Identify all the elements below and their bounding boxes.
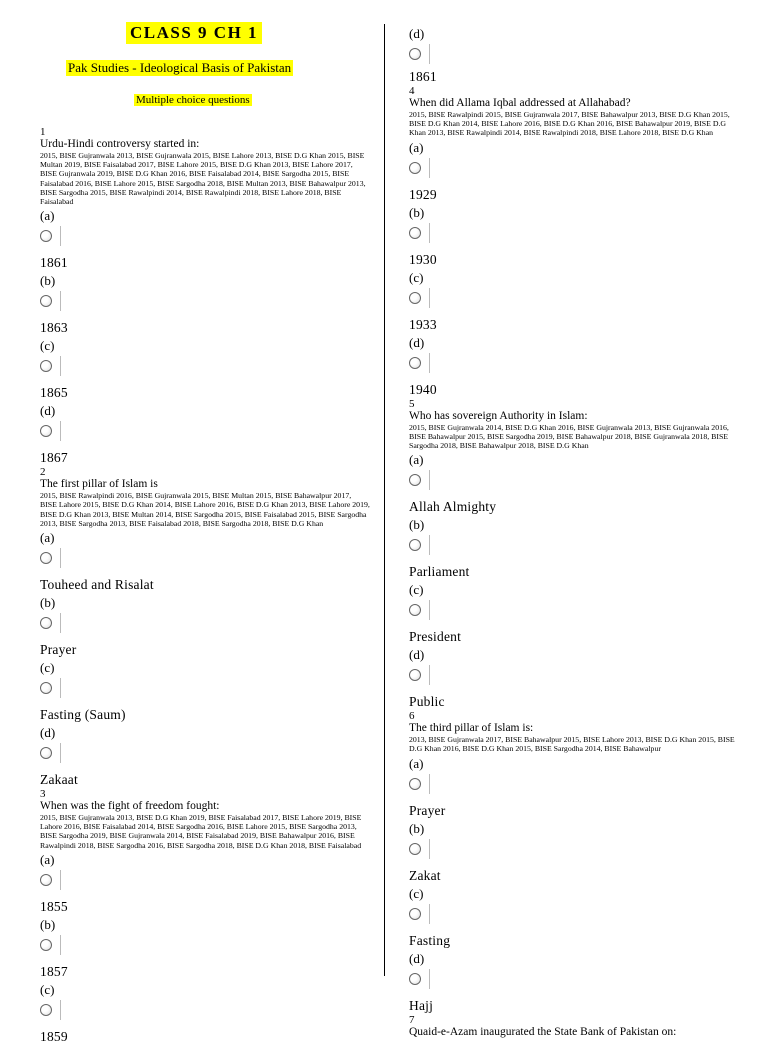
option-label: (b)	[40, 273, 56, 289]
question-sources: 2015, BISE Gujranwala 2014, BISE D.G Khan 2016, BISE Gujranwala 2013, BISE Gujranwala 2016, BISE Bahawalpur 2015, BISE Sargodha 2019, BISE Bahawalpur 2018, BISE Gujranwala 2018, BISE Sargodha 2018, BISE Bahawalpur 2018, BISE D.G Khan	[409, 422, 729, 451]
option-radio-row[interactable]	[409, 352, 739, 374]
option-value: 1861	[40, 255, 68, 271]
option-value: 1933	[409, 316, 437, 332]
option-value: 1930	[409, 251, 437, 267]
question-text: When did Allama Iqbal addressed at Allahabad?	[409, 97, 631, 109]
option-value: Fasting (Saum)	[40, 707, 126, 723]
section-heading: Multiple choice questions	[136, 94, 250, 106]
option-label: (b)	[40, 595, 56, 611]
radio-button-icon[interactable]	[409, 539, 421, 551]
radio-button-icon[interactable]	[40, 874, 52, 886]
option-value: Allah Almighty	[409, 499, 497, 515]
separator-bar	[429, 774, 430, 794]
separator-bar	[429, 665, 430, 685]
separator-bar	[60, 291, 61, 311]
option-value: 1867	[40, 450, 68, 466]
separator-bar	[429, 158, 430, 178]
option-label: (a)	[409, 452, 424, 468]
option-radio-row[interactable]	[40, 290, 370, 312]
option-label: (c)	[40, 660, 55, 676]
separator-bar	[60, 1000, 61, 1020]
option-label: (b)	[409, 204, 425, 220]
radio-button-icon[interactable]	[409, 908, 421, 920]
separator-bar	[429, 288, 430, 308]
option-radio-row[interactable]	[40, 225, 370, 247]
option-radio-row[interactable]	[40, 869, 370, 891]
option-radio-row[interactable]	[409, 664, 739, 686]
radio-button-icon[interactable]	[40, 360, 52, 372]
right-questions	[409, 85, 739, 1038]
option-radio-row[interactable]	[40, 742, 370, 764]
option-radio-row[interactable]	[409, 157, 739, 179]
option-label: (d)	[409, 334, 425, 350]
separator-bar	[60, 678, 61, 698]
option-label: (d)	[409, 647, 425, 663]
option-radio-row[interactable]	[40, 999, 370, 1021]
option-value: Prayer	[409, 802, 446, 818]
question-sources: 2015, BISE Gujranwala 2013, BISE Gujranwala 2015, BISE Lahore 2013, BISE D.G Khan 2015, BISE Multan 2019, BISE Faisalabad 2017, BISE Lahore 2015, BISE D.G Khan 2013, BISE Lahore 2017, BISE Gujranwala 2019, BISE D.G Khan 2016, BISE Faisalabad 2014, BISE Sargodha 2015, BISE Faisalabad 2016, BISE Lahore 2015, BISE Sargodha 2018, BISE Multan 2013, BISE Bahawalpur 2013, BISE Sargodha 2015, BISE Rawalpindi 2014, BISE Rawalpindi 2018, BISE Lahore 2018, BISE Faisalabad	[40, 151, 366, 207]
option-value: 1857	[40, 963, 68, 979]
separator-bar	[60, 548, 61, 568]
question-sources: 2015, BISE Gujranwala 2013, BISE D.G Khan 2019, BISE Faisalabad 2017, BISE Lahore 2019, BISE Lahore 2016, BISE Faisalabad 2014, BISE Sargodha 2016, BISE Lahore 2015, BISE Sargodha 2013, BISE Sargodha 2019, BISE Gujranwala 2014, BISE Faisalabad 2019, BISE Bahawalpur 2016, BISE Rawalpindi 2018, BISE Sargodha 2016, BISE Sargodha 2018, BISE D.G Khan 2018, BISE Faisalabad	[40, 813, 362, 850]
option-label: (c)	[409, 582, 424, 598]
option-label: (a)	[409, 139, 424, 155]
question-block	[409, 398, 739, 711]
option-label: (c)	[409, 269, 424, 285]
separator-bar	[60, 870, 61, 890]
option-value: Parliament	[409, 564, 470, 580]
question-text: When was the fight of freedom fought:	[40, 800, 220, 813]
separator-bar	[429, 353, 430, 373]
option-label: (d)	[40, 725, 56, 741]
option-radio-row[interactable]	[409, 222, 739, 244]
question-sources: 2015, BISE Rawalpindi 2015, BISE Gujranwala 2017, BISE Bahawalpur 2013, BISE D.G Khan 2015, BISE D.G Khan 2014, BISE Lahore 2016, BISE D.G Khan 2016, BISE Bahawalpur 2019, BISE D.G Khan 2013, BISE Rawalpindi 2014, BISE Rawalpindi 2018, BISE Lahore 2018, BISE D.G Khan	[409, 110, 730, 138]
option-radio-row[interactable]	[40, 677, 370, 699]
option-radio-row[interactable]	[409, 43, 739, 65]
radio-button-icon[interactable]	[40, 1004, 52, 1016]
radio-button-icon[interactable]	[40, 617, 52, 629]
question-sources: 2015, BISE Rawalpindi 2016, BISE Gujranwala 2015, BISE Multan 2015, BISE Bahawalpur 2017, BISE Lahore 2015, BISE D.G Khan 2014, BISE Lahore 2016, BISE D.G Khan 2013, BISE Lahore 2019, BISE D.G Khan 2013, BISE Multan 2014, BISE Sargodha 2015, BISE Faisalabad 2015, BISE Sargodha 2013, BISE Sargodha 2013, BISE Faisalabad 2018, BISE Sargodha 2018, BISE D.G Khan	[40, 491, 370, 528]
question-sources: 2013, BISE Gujranwala 2017, BISE Bahawalpur 2015, BISE Lahore 2013, BISE D.G Khan 2015, BISE D.G Khan 2016, BISE D.G Khan 2015, BISE Sargodha 2014, BISE Bahawalpur	[409, 735, 735, 754]
option-value: Hajj	[409, 997, 434, 1013]
option-value: 1863	[40, 320, 68, 336]
page-title: CLASS 9 CH 1	[126, 22, 262, 44]
question-text: The first pillar of Islam is	[40, 478, 158, 491]
separator-bar	[429, 904, 430, 924]
option-value: Prayer	[40, 642, 77, 658]
separator-bar	[60, 421, 61, 441]
option-label: (a)	[40, 208, 55, 224]
option-radio-row[interactable]	[409, 773, 739, 795]
radio-button-icon[interactable]	[409, 669, 421, 681]
option-label: (a)	[40, 530, 55, 546]
radio-button-icon[interactable]	[40, 939, 52, 951]
option-radio-row[interactable]	[40, 420, 370, 442]
question-text: Who has sovereign Authority in Islam:	[409, 409, 588, 422]
option-radio-row[interactable]	[40, 355, 370, 377]
radio-button-icon[interactable]	[409, 778, 421, 790]
separator-bar	[429, 839, 430, 859]
option-radio-row[interactable]	[409, 903, 739, 925]
option-value: 1865	[40, 385, 68, 401]
separator-bar	[429, 44, 430, 64]
option-radio-row[interactable]	[409, 968, 739, 990]
radio-button-icon[interactable]	[40, 425, 52, 437]
option-radio-row[interactable]	[40, 934, 370, 956]
column-divider	[384, 24, 385, 976]
radio-button-icon[interactable]	[409, 292, 421, 304]
option-label: (d)	[409, 950, 425, 966]
option-label: (c)	[40, 338, 55, 354]
question-number: 5	[409, 397, 415, 410]
separator-bar	[60, 743, 61, 763]
radio-button-icon[interactable]	[40, 230, 52, 242]
option-value: 1861	[409, 69, 437, 84]
radio-button-icon[interactable]	[409, 604, 421, 616]
separator-bar	[60, 356, 61, 376]
option-value: Zakaat	[40, 772, 78, 788]
separator-bar	[60, 226, 61, 246]
option-value: 1855	[40, 898, 68, 914]
radio-button-icon[interactable]	[40, 552, 52, 564]
radio-button-icon[interactable]	[40, 747, 52, 759]
option-label: (d)	[409, 26, 425, 41]
option-radio-row[interactable]	[409, 838, 739, 860]
radio-button-icon[interactable]	[409, 357, 421, 369]
question-block	[40, 788, 370, 1045]
question-number: 6	[409, 710, 415, 723]
question-block	[409, 710, 739, 1013]
option-radio-row[interactable]	[409, 599, 739, 621]
option-radio-row[interactable]	[409, 287, 739, 309]
option-label: (a)	[409, 755, 424, 771]
radio-button-icon[interactable]	[40, 682, 52, 694]
separator-bar	[429, 223, 430, 243]
radio-button-icon[interactable]	[40, 295, 52, 307]
option-value: Public	[409, 694, 445, 710]
radio-button-icon[interactable]	[409, 162, 421, 174]
radio-button-icon[interactable]	[409, 843, 421, 855]
radio-button-icon[interactable]	[409, 48, 421, 60]
right-column	[409, 24, 739, 1038]
question-text: The third pillar of Islam is:	[409, 722, 534, 735]
separator-bar	[429, 969, 430, 989]
option-radio-row[interactable]	[40, 612, 370, 634]
question-number: 4	[409, 85, 415, 97]
option-label: (c)	[40, 981, 55, 997]
option-radio-row[interactable]	[409, 469, 739, 491]
option-label: (b)	[409, 820, 425, 836]
question-number: 3	[40, 788, 46, 801]
option-value: 1859	[40, 1028, 68, 1044]
option-value: Fasting	[409, 932, 451, 948]
question-block	[409, 1014, 739, 1038]
option-label: (b)	[409, 517, 425, 533]
radio-button-icon[interactable]	[409, 227, 421, 239]
separator-bar	[429, 600, 430, 620]
option-value: 1940	[409, 381, 437, 397]
separator-bar	[60, 613, 61, 633]
option-radio-row[interactable]	[409, 534, 739, 556]
question-number: 1	[40, 126, 46, 138]
question-text: Quaid-e-Azam inaugurated the State Bank of Pakistan on:	[409, 1025, 677, 1038]
question-number: 2	[40, 466, 46, 479]
left-column	[40, 126, 370, 1045]
radio-button-icon[interactable]	[409, 474, 421, 486]
separator-bar	[429, 470, 430, 490]
separator-bar	[60, 935, 61, 955]
question-number: 7	[409, 1013, 415, 1026]
option-label: (c)	[409, 885, 424, 901]
question-block	[40, 126, 370, 466]
option-value: President	[409, 629, 462, 645]
page-subtitle: Pak Studies - Ideological Basis of Pakistan	[68, 60, 292, 75]
radio-button-icon[interactable]	[409, 973, 421, 985]
option-label: (b)	[40, 916, 56, 932]
option-label: (a)	[40, 851, 55, 867]
option-value: Touheed and Risalat	[40, 577, 154, 593]
separator-bar	[429, 535, 430, 555]
question-block	[409, 85, 739, 398]
option-radio-row[interactable]	[40, 547, 370, 569]
question-text: Urdu-Hindi controversy started in:	[40, 138, 200, 150]
option-value: 1929	[409, 186, 437, 202]
option-label: (d)	[40, 403, 56, 419]
question-block	[40, 466, 370, 788]
option-value: Zakat	[409, 867, 441, 883]
